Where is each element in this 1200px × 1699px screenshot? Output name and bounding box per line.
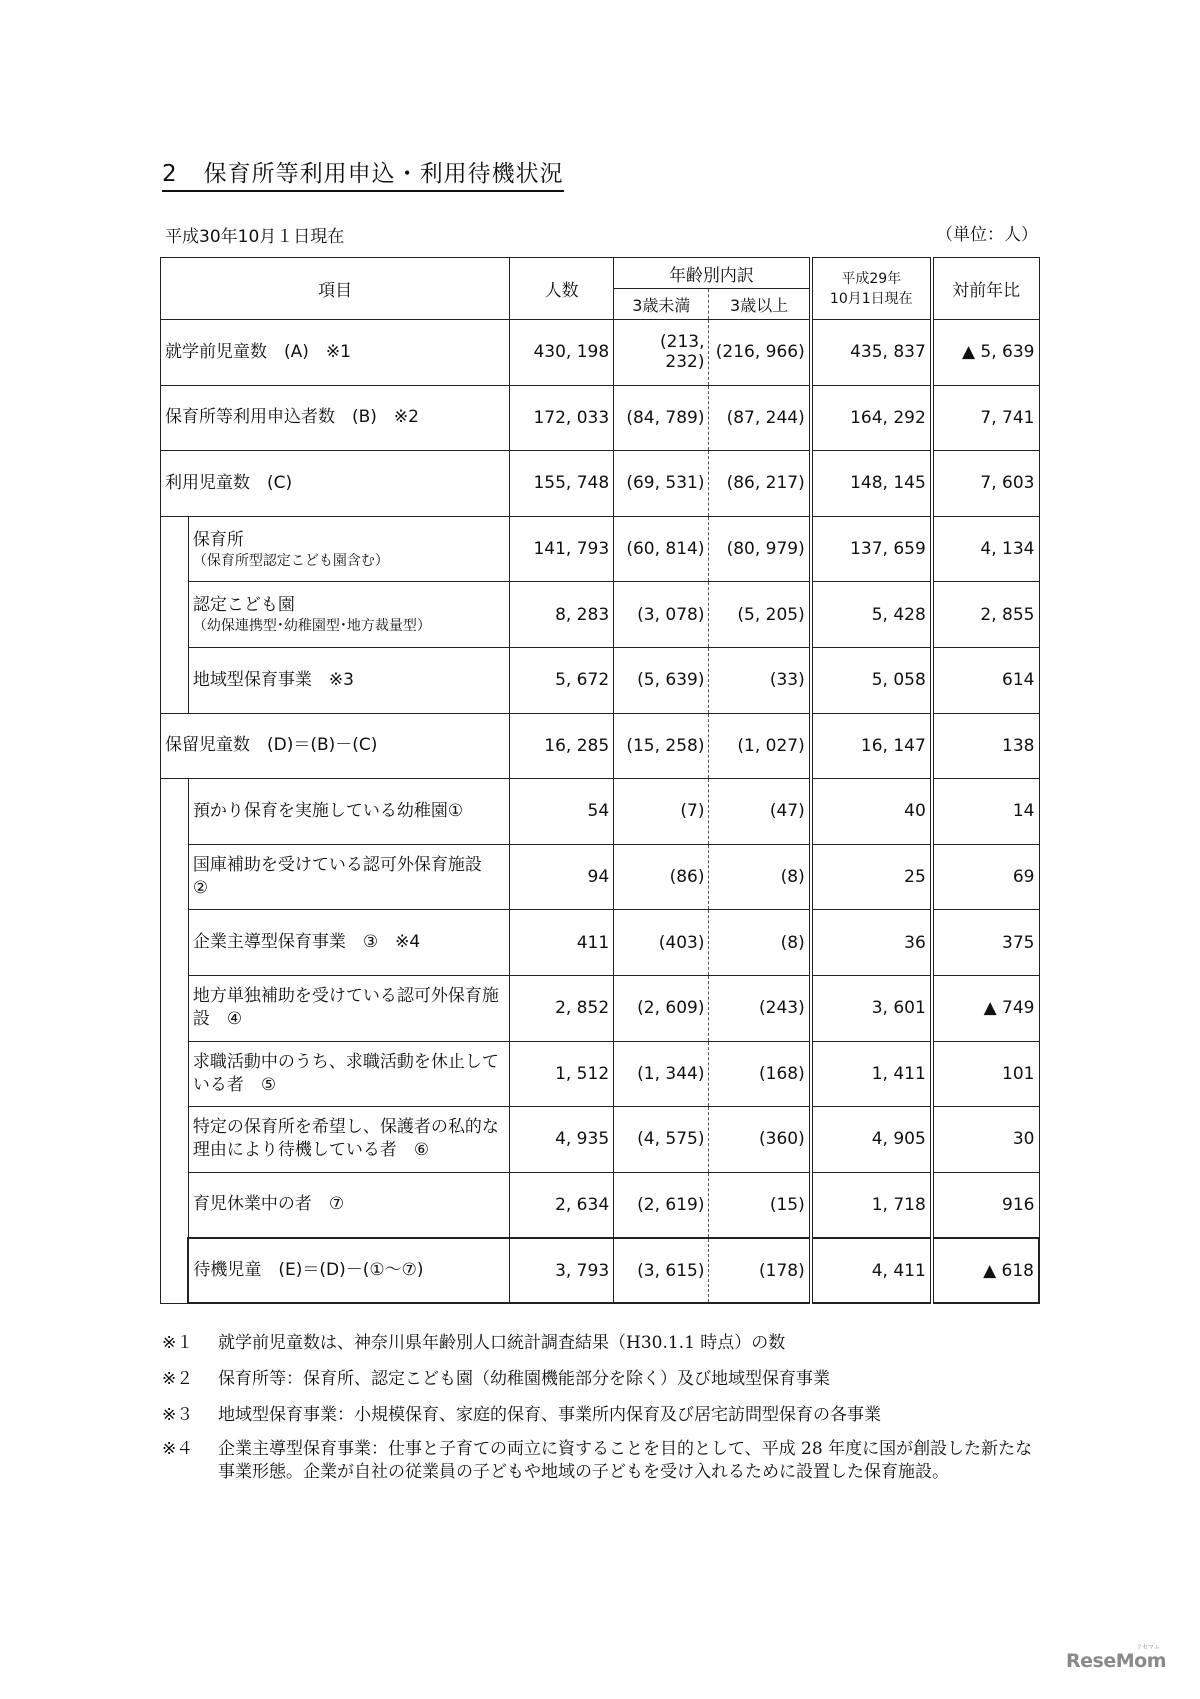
table-row [161, 516, 1040, 582]
cell-prev-year: 4, 411 [811, 1238, 932, 1304]
cell-over3: (47) [709, 779, 811, 845]
section-number: 2 [162, 161, 178, 187]
footnote-mark: ※３ [162, 1405, 194, 1425]
header-prev-year [811, 258, 932, 320]
row-label [188, 1041, 509, 1107]
table-row [161, 320, 1040, 386]
logo-text: ReseMom [1066, 1650, 1166, 1672]
waiting-list-table [160, 257, 1040, 1304]
indent-spacer [161, 647, 189, 713]
table-row [161, 385, 1040, 451]
cell-yoy: 4, 134 [932, 516, 1039, 582]
row-label-text: 預かり保育を実施している幼稚園① [192, 800, 464, 821]
row-label-sub: （保育所型認定こども園含む） [192, 552, 389, 569]
table-row [161, 451, 1040, 517]
cell-count: 3, 793 [510, 1238, 614, 1304]
row-label [188, 975, 509, 1041]
cell-yoy: 7, 603 [932, 451, 1039, 517]
indent-spacer [161, 582, 189, 648]
row-label [188, 1107, 509, 1173]
cell-prev-year: 435, 837 [811, 320, 932, 386]
unit-label: （単位：人） [936, 225, 1038, 245]
resemom-logo [1066, 1644, 1166, 1672]
row-label [188, 910, 509, 976]
cell-under3: (4, 575) [614, 1107, 709, 1173]
row-label-text: 地方単独補助を受けている認可外保育施設 ④ [192, 986, 499, 1030]
footnote-text: 地域型保育事業：小規模保育、家庭的保育、事業所内保育及び居宅訪問型保育の各事業 [218, 1405, 881, 1425]
cell-prev-year: 25 [811, 844, 932, 910]
section-title-text: 保育所等利用申込・利用待機状況 [203, 161, 564, 187]
cell-prev-year: 4, 905 [811, 1107, 932, 1173]
indent-spacer [161, 1172, 189, 1238]
cell-count: 141, 793 [510, 516, 614, 582]
cell-over3: (5, 205) [709, 582, 811, 648]
cell-count: 8, 283 [510, 582, 614, 648]
cell-over3: (243) [709, 975, 811, 1041]
row-label-text: 求職活動中のうち、求職活動を休止している者 ⑤ [192, 1051, 499, 1095]
indent-spacer [161, 1107, 189, 1173]
indent-spacer [161, 844, 189, 910]
cell-yoy: 14 [932, 779, 1039, 845]
row-label-text: 保育所 [192, 529, 244, 550]
cell-yoy: 375 [932, 910, 1039, 976]
cell-count: 5, 672 [510, 647, 614, 713]
header-prev-year-line2: 10月1日現在 [829, 290, 913, 307]
indent-spacer [161, 516, 189, 582]
logo-kana: リセマム [1136, 1644, 1160, 1651]
cell-yoy: ▲ 749 [932, 975, 1039, 1041]
cell-under3: (3, 615) [614, 1238, 709, 1304]
footnote-text: 就学前児童数は、神奈川県年齢別人口統計調査結果（H30.1.1 時点）の数 [218, 1333, 786, 1353]
cell-prev-year: 1, 718 [811, 1172, 932, 1238]
cell-under3: (60, 814) [614, 516, 709, 582]
header-over3: 3歳以上 [709, 289, 811, 320]
cell-prev-year: 3, 601 [811, 975, 932, 1041]
cell-over3: (216, 966) [709, 320, 811, 386]
cell-yoy: ▲ 618 [932, 1238, 1039, 1304]
row-label [188, 844, 509, 910]
cell-under3: (69, 531) [614, 451, 709, 517]
table-row [161, 844, 1040, 910]
cell-count: 411 [510, 910, 614, 976]
footnote-3 [162, 1402, 1042, 1428]
table-row [161, 1172, 1040, 1238]
cell-count: 430, 198 [510, 320, 614, 386]
cell-under3: (7) [614, 779, 709, 845]
cell-count: 4, 935 [510, 1107, 614, 1173]
row-label [188, 647, 509, 713]
row-label [161, 713, 510, 779]
footnote-text: 保育所等：保育所、認定こども園（幼稚園機能部分を除く）及び地域型保育事業 [218, 1369, 830, 1389]
row-label-text: 保留児童数 (D)＝(B)－(C) [165, 735, 378, 756]
indent-spacer [161, 1238, 189, 1304]
cell-under3: (213, 232) [614, 320, 709, 386]
cell-prev-year: 137, 659 [811, 516, 932, 582]
cell-yoy: ▲ 5, 639 [932, 320, 1039, 386]
cell-prev-year: 16, 147 [811, 713, 932, 779]
row-label [161, 320, 510, 386]
cell-under3: (15, 258) [614, 713, 709, 779]
row-label-text: 地域型保育事業 ※3 [192, 669, 354, 690]
cell-under3: (403) [614, 910, 709, 976]
row-label [161, 385, 510, 451]
cell-yoy: 614 [932, 647, 1039, 713]
cell-yoy: 2, 855 [932, 582, 1039, 648]
row-label-text: 保育所等利用申込者数 (B) ※2 [165, 407, 419, 428]
row-label-text: 利用児童数 (C) [165, 472, 293, 493]
cell-under3: (84, 789) [614, 385, 709, 451]
footnote-text: 企業主導型保育事業：仕事と子育ての両立に資することを目的として、平成 28 年度に国が創設した新たな事業形態。企業が自社の従業員の子どもや地域の子どもを受け入れるために設置した保育施設。 [218, 1439, 1033, 1482]
cell-over3: (360) [709, 1107, 811, 1173]
cell-under3: (2, 619) [614, 1172, 709, 1238]
cell-count: 2, 634 [510, 1172, 614, 1238]
as-of-date: 平成30年10月１日現在 [165, 227, 345, 247]
header-prev-year-line1: 平成29年 [841, 270, 902, 287]
indent-spacer [161, 779, 189, 845]
cell-over3: (8) [709, 844, 811, 910]
cell-under3: (5, 639) [614, 647, 709, 713]
table-row [161, 647, 1040, 713]
cell-count: 94 [510, 844, 614, 910]
cell-over3: (80, 979) [709, 516, 811, 582]
row-label [188, 582, 509, 648]
cell-count: 2, 852 [510, 975, 614, 1041]
table-row [161, 975, 1040, 1041]
row-label [188, 779, 509, 845]
cell-yoy: 7, 741 [932, 385, 1039, 451]
footnotes [162, 1330, 1042, 1494]
row-label-text: 育児休業中の者 ⑦ [192, 1194, 345, 1215]
cell-prev-year: 5, 428 [811, 582, 932, 648]
indent-spacer [161, 910, 189, 976]
cell-prev-year: 36 [811, 910, 932, 976]
cell-prev-year: 164, 292 [811, 385, 932, 451]
row-label-text: 就学前児童数 (A) ※1 [165, 341, 351, 362]
indent-spacer [161, 975, 189, 1041]
cell-count: 16, 285 [510, 713, 614, 779]
footnote-mark: ※２ [162, 1369, 194, 1389]
cell-over3: (33) [709, 647, 811, 713]
table-row [161, 910, 1040, 976]
row-label [188, 516, 509, 582]
header-under3: 3歳未満 [614, 289, 709, 320]
footnote-mark: ※４ [162, 1439, 194, 1459]
row-label-text: 待機児童 (E)＝(D)－(①～⑦) [193, 1260, 424, 1281]
cell-prev-year: 1, 411 [811, 1041, 932, 1107]
cell-count: 172, 033 [510, 385, 614, 451]
header-item: 項目 [161, 258, 510, 320]
cell-prev-year: 148, 145 [811, 451, 932, 517]
section-title [162, 160, 564, 192]
table-row [161, 1041, 1040, 1107]
table-row [161, 582, 1040, 648]
row-label-text: 企業主導型保育事業 ③ ※4 [192, 932, 421, 953]
cell-over3: (1, 027) [709, 713, 811, 779]
footnote-2 [162, 1366, 1042, 1392]
row-label-sub: （幼保連携型･幼稚園型･地方裁量型） [192, 618, 431, 635]
cell-under3: (86) [614, 844, 709, 910]
footnote-mark: ※１ [162, 1333, 194, 1353]
table-row [161, 1107, 1040, 1173]
cell-yoy: 916 [932, 1172, 1039, 1238]
cell-prev-year: 5, 058 [811, 647, 932, 713]
cell-prev-year: 40 [811, 779, 932, 845]
cell-over3: (168) [709, 1041, 811, 1107]
cell-yoy: 69 [932, 844, 1039, 910]
header-age-breakdown: 年齢別内訳 [614, 258, 811, 289]
cell-under3: (3, 078) [614, 582, 709, 648]
cell-count: 1, 512 [510, 1041, 614, 1107]
cell-over3: (15) [709, 1172, 811, 1238]
row-label-text: 国庫補助を受けている認可外保育施設 ② [192, 855, 499, 899]
cell-over3: (87, 244) [709, 385, 811, 451]
row-label-text: 特定の保育所を希望し、保護者の私的な理由により待機している者 ⑥ [192, 1117, 499, 1161]
cell-under3: (2, 609) [614, 975, 709, 1041]
indent-spacer [161, 1041, 189, 1107]
cell-count: 54 [510, 779, 614, 845]
footnote-4 [162, 1438, 1042, 1484]
cell-over3: (86, 217) [709, 451, 811, 517]
cell-count: 155, 748 [510, 451, 614, 517]
header-yoy: 対前年比 [932, 258, 1039, 320]
cell-yoy: 30 [932, 1107, 1039, 1173]
table-row [161, 1238, 1040, 1304]
cell-yoy: 101 [932, 1041, 1039, 1107]
cell-over3: (8) [709, 910, 811, 976]
row-label-text: 認定こども園 [192, 595, 295, 616]
table-row [161, 713, 1040, 779]
footnote-1 [162, 1330, 1042, 1356]
row-label [161, 451, 510, 517]
cell-yoy: 138 [932, 713, 1039, 779]
row-label [188, 1172, 509, 1238]
cell-under3: (1, 344) [614, 1041, 709, 1107]
row-label [188, 1238, 509, 1304]
header-count: 人数 [510, 258, 614, 320]
table-row [161, 779, 1040, 845]
cell-over3: (178) [709, 1238, 811, 1304]
